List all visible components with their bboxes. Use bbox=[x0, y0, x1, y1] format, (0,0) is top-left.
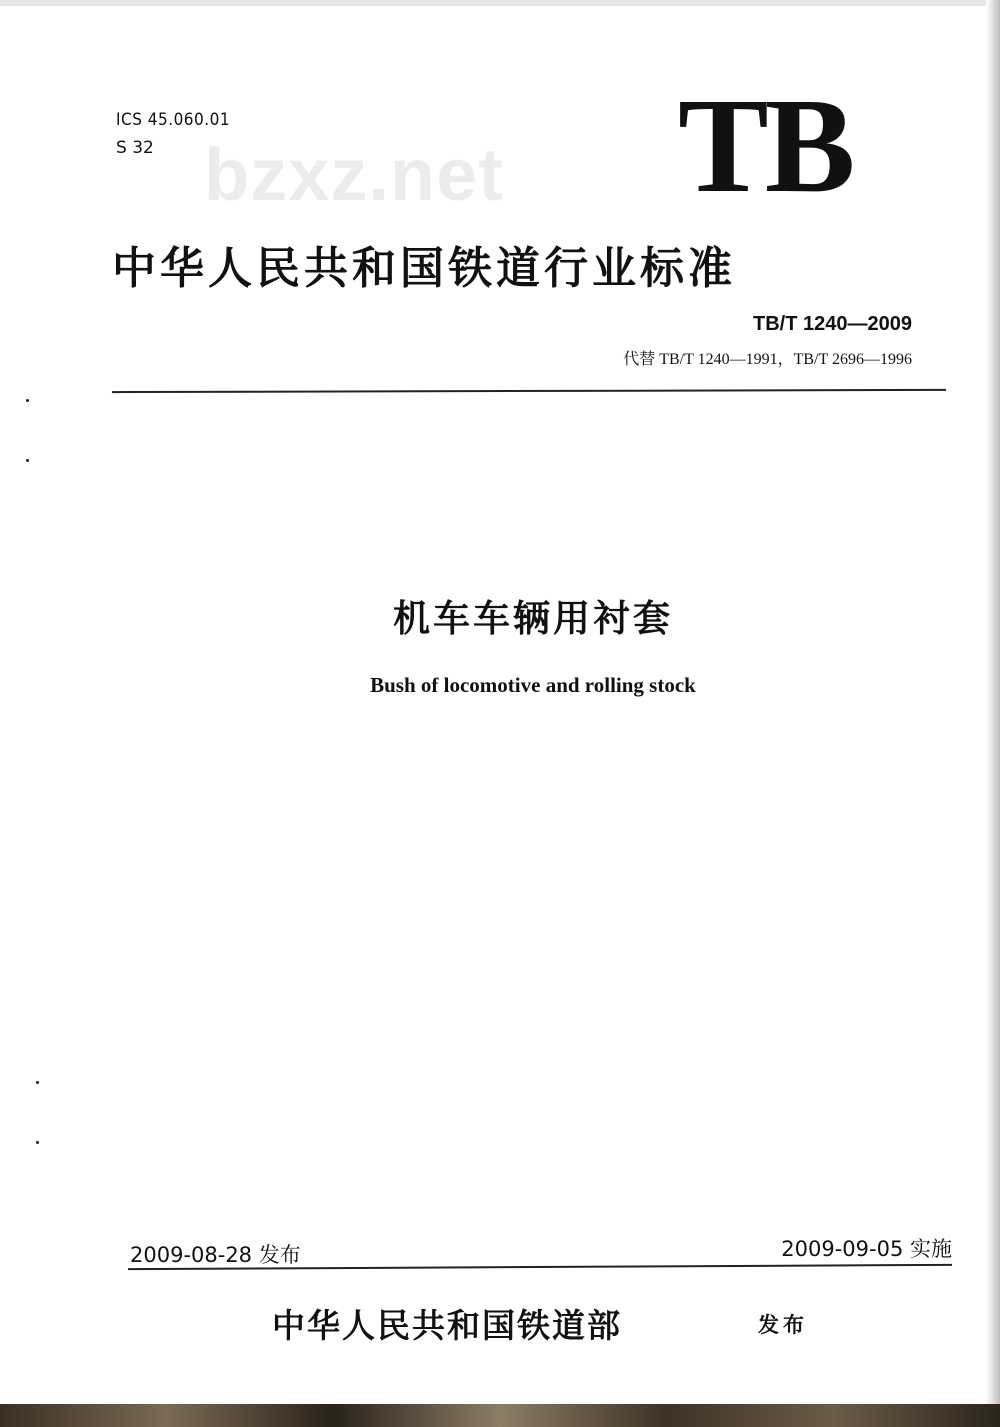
watermark: bzxz.net bbox=[204, 133, 504, 216]
margin-mark bbox=[36, 1141, 39, 1144]
header-divider bbox=[112, 389, 946, 393]
publisher: 中华人民共和国铁道部 bbox=[272, 1306, 622, 1345]
replaces-note: 代替 TB/T 1240—1991，TB/T 2696—1996 bbox=[623, 351, 912, 368]
margin-mark bbox=[26, 399, 29, 402]
page-top-edge bbox=[0, 0, 1000, 6]
margin-mark bbox=[36, 1081, 39, 1084]
implementation-date: 2009-09-05 实施 bbox=[781, 1237, 952, 1261]
standard-title: 中华人民共和国铁道行业标准 bbox=[112, 243, 736, 294]
standard-code: TB/T 1240—2009 bbox=[753, 313, 912, 335]
issue-date: 2009-08-28 发布 bbox=[130, 1243, 301, 1267]
background-strip bbox=[0, 1404, 1000, 1427]
document-subtitle: Bush of locomotive and rolling stock bbox=[370, 673, 696, 697]
document-title: 机车车辆用衬套 bbox=[393, 597, 673, 640]
classification-code: S 32 bbox=[116, 138, 154, 158]
ics-number: ICS 45.060.01 bbox=[116, 110, 231, 130]
margin-mark bbox=[26, 459, 29, 462]
tb-logo: TB bbox=[678, 71, 852, 221]
publish-label: 发布 bbox=[758, 1313, 808, 1337]
page-edge-shadow bbox=[986, 0, 1000, 1427]
